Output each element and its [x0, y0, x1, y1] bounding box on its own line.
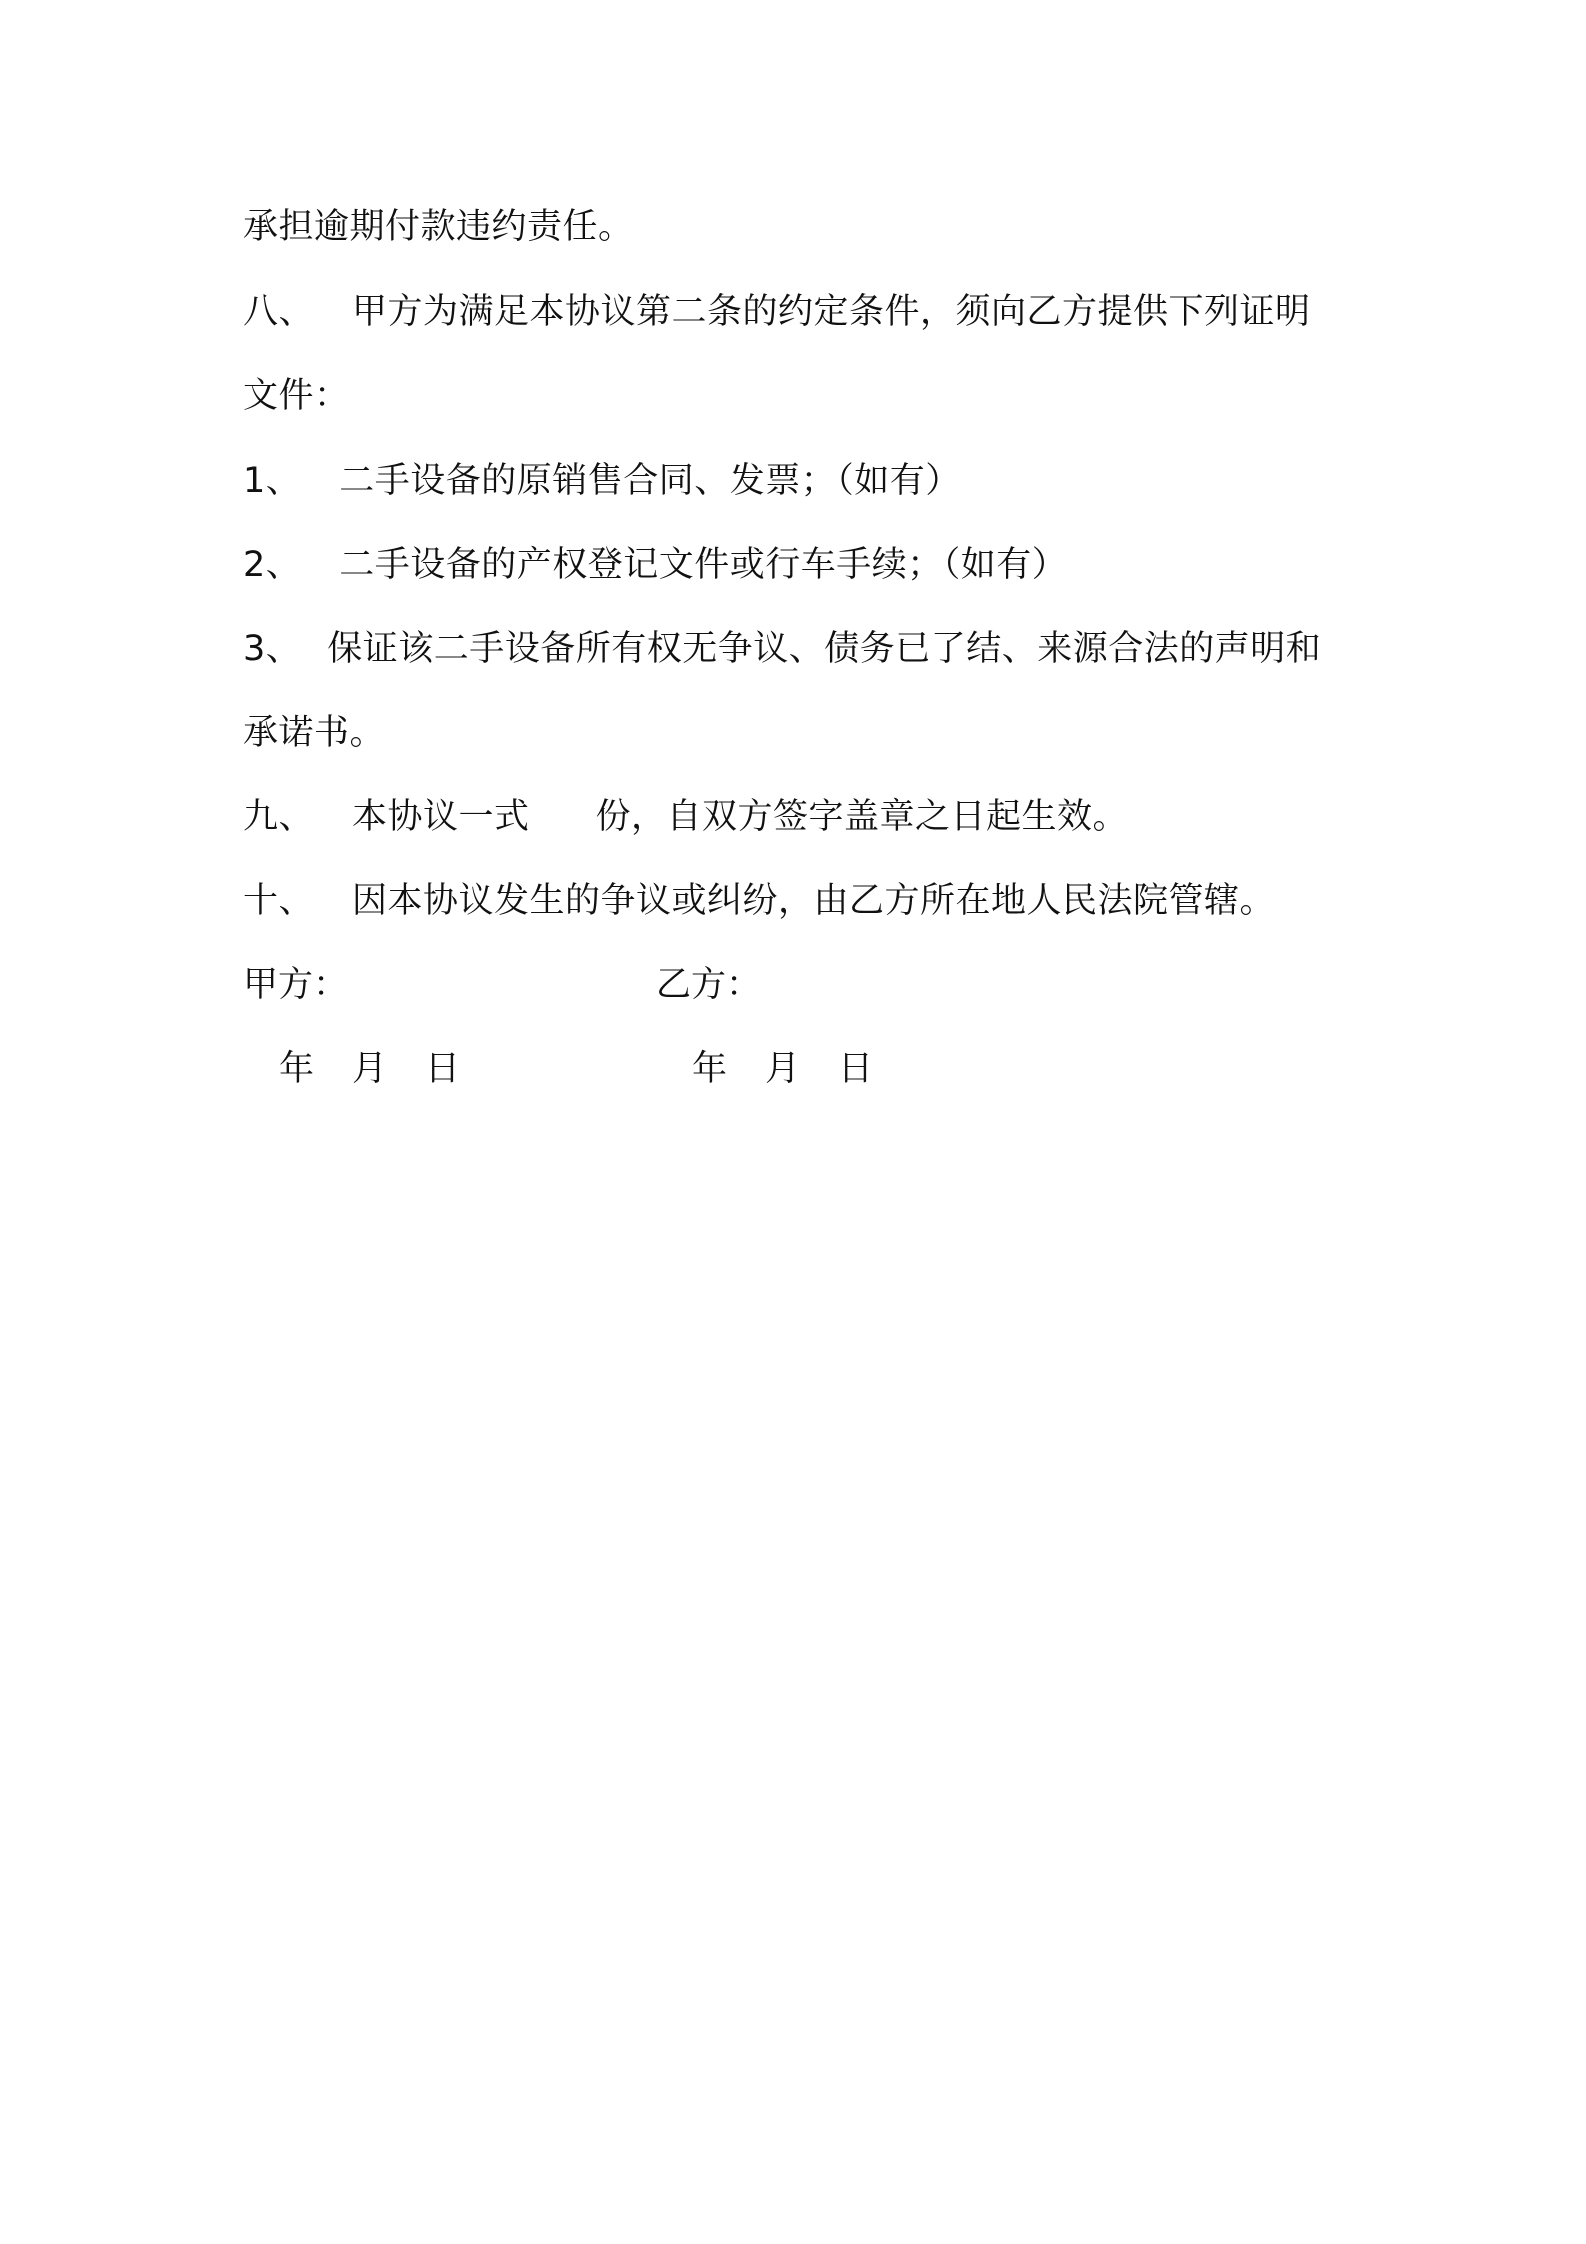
item-2-number: 2、 [243, 545, 302, 585]
item-2 [243, 543, 1067, 587]
party-b-year: 年 [692, 1049, 728, 1089]
clause-10-number: 十、 [243, 881, 315, 921]
item-3-number: 3、 [243, 629, 302, 669]
item-3-continuation [243, 711, 385, 755]
item-3-text-cont: 承诺书。 [243, 713, 386, 753]
item-1 [243, 459, 961, 503]
item-1-number: 1、 [243, 461, 302, 501]
clause-8-continuation [243, 374, 350, 418]
party-b-day: 日 [838, 1049, 874, 1089]
continuation-line [243, 205, 634, 249]
party-b-month: 月 [765, 1049, 801, 1089]
party-b-date [692, 1047, 873, 1091]
party-a-label: 甲方： [243, 965, 349, 1005]
item-3 [243, 627, 1321, 671]
continuation-text: 承担逾期付款违约责任。 [243, 207, 634, 247]
party-a-day: 日 [425, 1049, 461, 1089]
party-b-label: 乙方： [656, 965, 762, 1005]
clause-8-text-cont: 文件： [243, 376, 350, 416]
item-3-text: 保证该二手设备所有权无争议、债务已了结、来源合法的声明和 [327, 629, 1322, 669]
item-2-text: 二手设备的产权登记文件或行车手续；（如有） [339, 545, 1068, 585]
clause-9-text-b: 份，自双方签字盖章之日起生效。 [595, 797, 1129, 837]
item-1-text: 二手设备的原销售合同、发票；（如有） [339, 461, 961, 501]
party-a-year: 年 [279, 1049, 315, 1089]
party-a-date [279, 1047, 460, 1091]
clause-8-number: 八、 [243, 292, 315, 332]
party-a-month: 月 [352, 1049, 388, 1089]
clause-8 [243, 290, 1311, 334]
clause-9-number: 九、 [243, 797, 315, 837]
clause-10 [243, 879, 1275, 923]
clause-9-text-a: 本协议一式 [352, 797, 530, 837]
clause-9 [243, 795, 1128, 839]
clause-10-text: 因本协议发生的争议或纠纷，由乙方所在地人民法院管辖。 [352, 881, 1276, 921]
clause-8-text: 甲方为满足本协议第二条的约定条件，须向乙方提供下列证明 [352, 292, 1311, 332]
